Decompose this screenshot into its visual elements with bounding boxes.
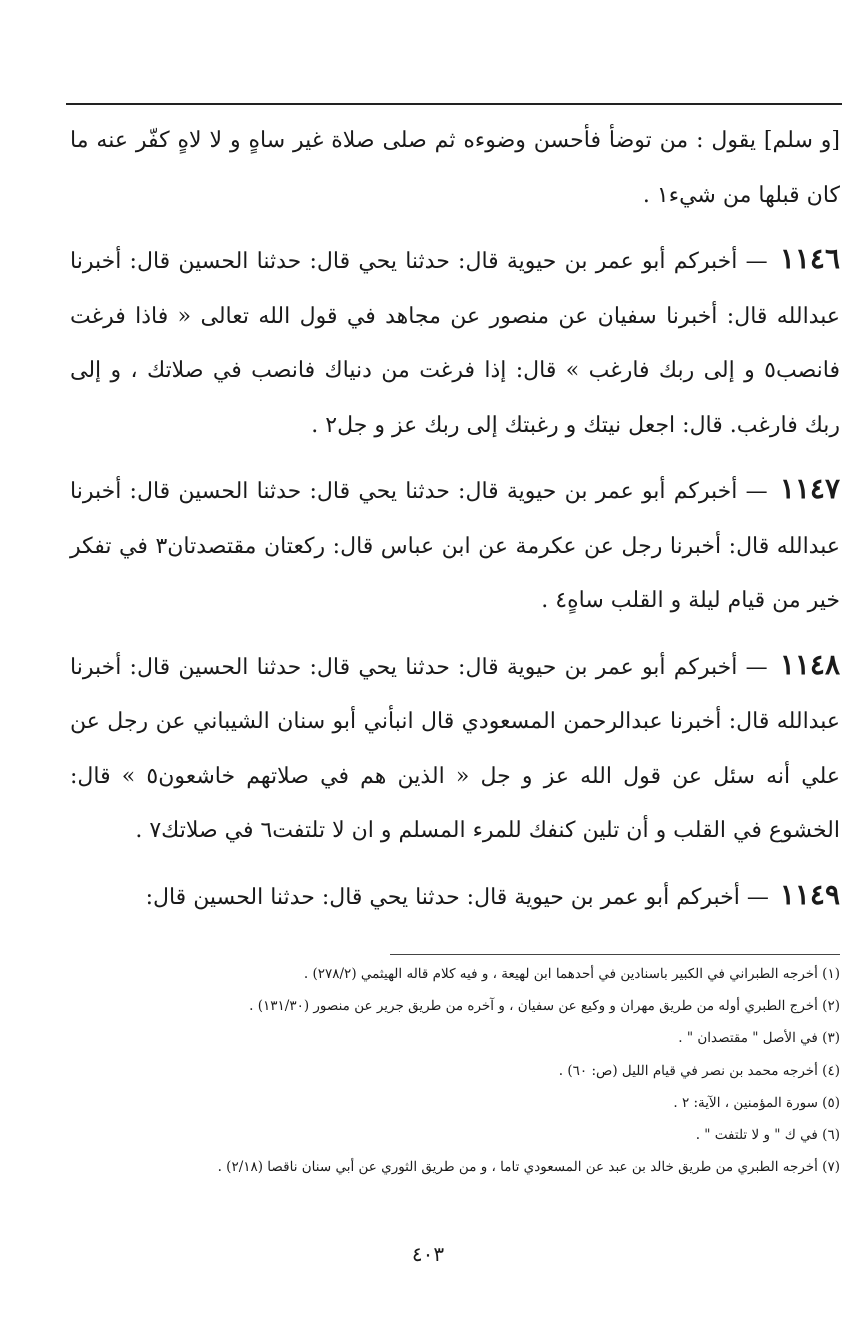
footnote-rule	[390, 954, 840, 955]
footnote-1: (١) أخرجه الطبراني في الكبير باسنادين في أحدهما ابن لهيعة ، و فيه كلام قاله الهيثمي (٢٧٨/٢) .	[303, 966, 840, 982]
paragraph-text: — أخبركم أبو عمر بن حيوية قال: حدثنا يحي قال: حدثنا الحسين قال:	[145, 884, 769, 910]
hadith-1147	[70, 462, 840, 629]
hadith-number: ١١٤٨	[779, 647, 840, 681]
footnote-2: (٢) أخرج الطبري أوله من طريق مهران و وكيع عن سفيان ، و آخره من طريق جرير عن منصور (١٣١/٣٠) .	[249, 998, 840, 1015]
page-number: ٤٠٣	[411, 1242, 445, 1266]
hadith-number: ١١٤٧	[779, 472, 840, 505]
footnote-6: (٦) في ك " و لا تلتفت " .	[695, 1127, 840, 1144]
paragraph-text: — أخبركم أبو عمر بن حيوية قال: حدثنا يحي قال: حدثنا الحسين قال: أخبرنا عبدالله قال: أخبرنا عبدالرحمن المسعودي قال انبأني أبو سنان الشيباني عن رجل عن علي أنه سئل عن قول الله عز و جل « الذين هم في صلاتهم خاشعون٥ » قال: الخشوع في القلب و أن تلين كنفك للمرء المسلم و ان لا تلتفت٦ في صلاتك٧ .	[70, 654, 841, 843]
footnote-4: (٤) أخرجه محمد بن نصر في قيام الليل (ص: ٦٠) .	[558, 1062, 840, 1079]
hadith-number: ١١٤٦	[779, 242, 840, 275]
hadith-1149	[70, 868, 840, 926]
footnotes	[90, 958, 840, 1183]
footnote-5: (٥) سورة المؤمنين ، الآية: ٢ .	[673, 1094, 840, 1111]
hadith-1148	[70, 638, 840, 859]
paragraph-text: — أخبركم أبو عمر بن حيوية قال: حدثنا يحي قال: حدثنا الحسين قال: أخبرنا عبدالله قال: أخبرنا رجل عن عكرمة عن ابن عباس قال: ركعتان مقتصدتان٣ في تفكر خير من قيام ليلة و القلب ساهٍ٤ .	[70, 479, 840, 613]
footnote-7: (٧) أخرجه الطبري من طريق خالد بن عبد عن المسعودي تاما ، و من طريق الثوري عن أبي سنان ناقصا (٢/١٨) .	[217, 1159, 840, 1176]
paragraph-text: [و سلم] يقول : من توضأ فأحسن وضوءه ثم صلى صلاة غير ساهٍ و لا لاهٍ كفّر عنه ما كان قبلها من شيء١ .	[70, 128, 840, 208]
hadith-number: ١١٤٩	[779, 877, 840, 911]
header-rule	[66, 103, 842, 105]
hadith-1146	[70, 232, 840, 453]
paragraph-continuation	[70, 114, 840, 223]
main-text	[70, 114, 840, 934]
paragraph-text: — أخبركم أبو عمر بن حيوية قال: حدثنا يحي قال: حدثنا الحسين قال: أخبرنا عبدالله قال: أخبرنا سفيان عن منصور عن مجاهد في قول الله تعالى « فاذا فرغت فانصب٥ و إلى ربك فارغب » قال: إذا فرغت من دنياك فانصب في صلاتك ، و إلى ربك فارغب. قال: اجعل نيتك و رغبتك إلى ربك عز و جل٢ .	[70, 249, 840, 438]
footnote-3: (٣) في الأصل " مقتصدان " .	[678, 1030, 840, 1047]
